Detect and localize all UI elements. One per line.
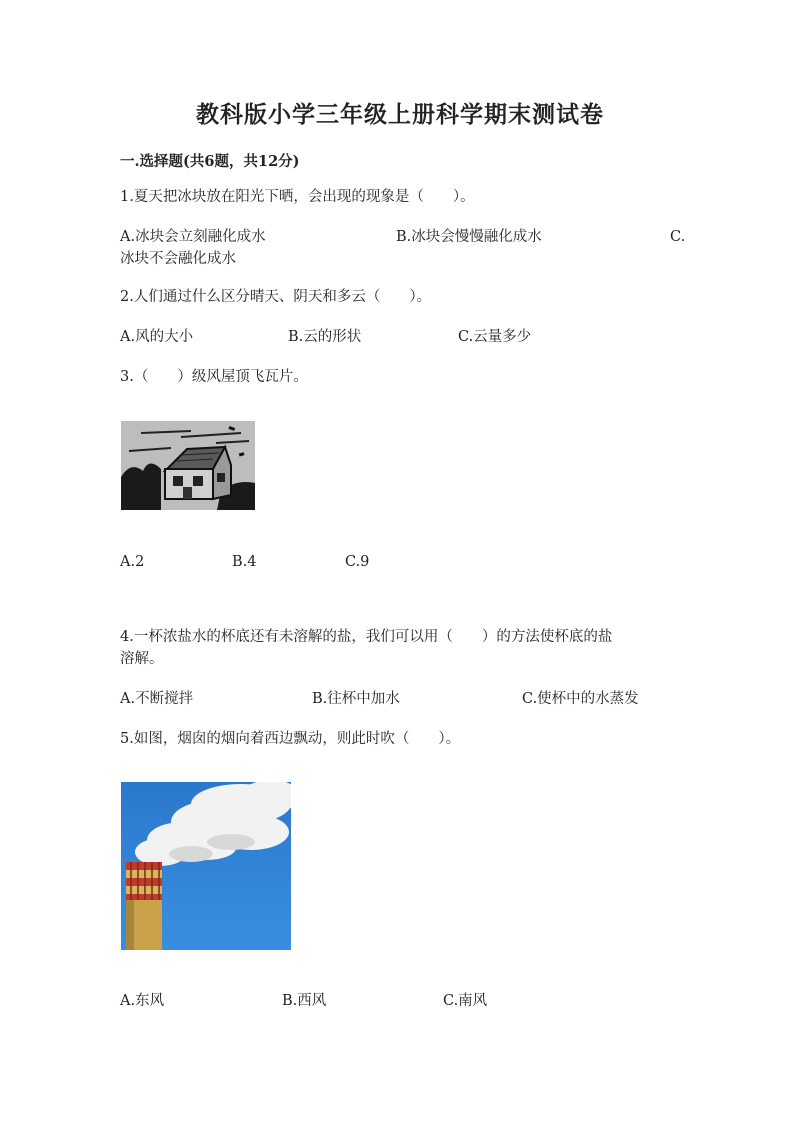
q5-option-a: A.东风 <box>120 993 165 1009</box>
q2-option-a: A.风的大小 <box>120 329 194 345</box>
q5-option-b: B.西风 <box>282 993 327 1009</box>
q4-option-c: C.使杯中的水蒸发 <box>522 691 639 707</box>
q3-option-b: B.4 <box>232 554 257 570</box>
question-3: 3.（ ）级风屋顶飞瓦片。 <box>120 369 308 385</box>
q1-option-a: A.冰块会立刻融化成水 <box>120 229 266 245</box>
chimney-smoke-icon <box>121 782 291 950</box>
question-1: 1.夏天把冰块放在阳光下晒，会出现的现象是（ ）。 <box>120 189 475 205</box>
page-title: 教科版小学三年级上册科学期末测试卷 <box>196 101 604 128</box>
q1-option-c-label: C. <box>670 229 686 245</box>
question-2: 2.人们通过什么区分晴天、阴天和多云（ ）。 <box>120 289 432 305</box>
section-heading: 一.选择题(共6题，共12分) <box>120 153 300 170</box>
q2-option-c: C.云量多少 <box>458 329 532 345</box>
q3-option-c: C.9 <box>345 554 370 570</box>
q5-option-c: C.南风 <box>443 993 488 1009</box>
question-5: 5.如图，烟囱的烟向着西边飘动，则此时吹（ ）。 <box>120 731 461 747</box>
question-4-line-2: 溶解。 <box>120 651 164 667</box>
q4-option-a: A.不断搅拌 <box>120 691 194 707</box>
q1-option-c-text: 冰块不会融化成水 <box>120 251 236 267</box>
q4-option-b: B.往杯中加水 <box>312 691 400 707</box>
q3-option-a: A.2 <box>120 554 145 570</box>
q2-option-b: B.云的形状 <box>288 329 362 345</box>
q1-option-b: B.冰块会慢慢融化成水 <box>396 229 542 245</box>
question-4-line-1: 4.一杯浓盐水的杯底还有未溶解的盐，我们可以用（ ）的方法使杯底的盐 <box>120 629 613 645</box>
house-in-wind-icon <box>121 421 255 510</box>
